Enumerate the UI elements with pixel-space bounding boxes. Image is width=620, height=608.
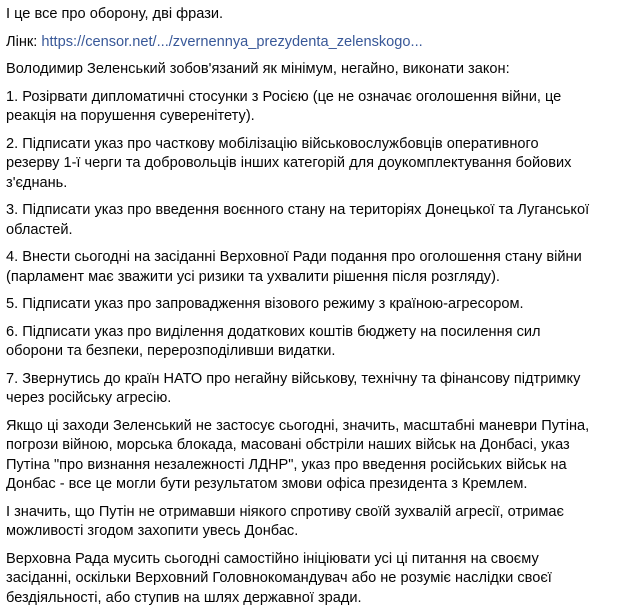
post-lead: Володимир Зеленський зобов'язаний як мінімум, негайно, виконати закон: (6, 60, 594, 80)
list-item: 1. Розірвати дипломатичні стосунки з Росією (це не означає оголошення війни, це реакція на порушення суверенітету). (6, 88, 594, 127)
list-item: 3. Підписати указ про введення воєнного стану на територіях Донецької та Луганської областей. (6, 201, 594, 240)
closing-paragraph: Верховна Рада мусить сьогодні самостійно ініціювати усі ці питання на своєму засіданні, оскільки Верховний Головнокомандувач або не розуміє наслідки своєї бездіяльності, або ступив на шлях державної зради. (6, 550, 594, 608)
article-link[interactable]: https://censor.net/.../zvernennya_prezydenta_zelenskogo... (41, 34, 422, 50)
post-link-line (6, 33, 594, 53)
list-item: 5. Підписати указ про запровадження візового режиму з країною-агресором. (6, 295, 594, 315)
list-item: 2. Підписати указ про часткову мобілізацію військовослужбовців оперативного резерву 1-ї черги та добровольців інших категорій для доукомплектування бойових з'єднань. (6, 135, 594, 194)
link-label: Лінк: (6, 34, 37, 50)
list-item: 4. Внести сьогодні на засіданні Верховної Ради подання про оголошення стану війни (парламент має зважити усі ризики та ухвалити рішення після розгляду). (6, 248, 594, 287)
list-item: 7. Звернутись до країн НАТО про негайну військову, технічну та фінансову підтримку через російську агресію. (6, 370, 594, 409)
closing-paragraph: І значить, що Путін не отримавши ніякого спротиву своїй зухвалій агресії, отримає можливості згодом захопити увесь Донбас. (6, 503, 594, 542)
list-item: 6. Підписати указ про виділення додаткових коштів бюджету на посилення сил оборони та безпеки, перерозподіливши видатки. (6, 323, 594, 362)
closing-paragraph: Якщо ці заходи Зеленський не застосує сьогодні, значить, масштабні маневри Путіна, погрози війною, морська блокада, масовані обстріли наших військ на Донбасі, указ Путіна "про визнання незалежності ЛДНР", указ про введення російських військ на Донбас - все це могли бути результатом змови офіса президента з Кремлем. (6, 417, 594, 495)
post-intro: І це все про оборону, дві фрази. (6, 5, 594, 25)
